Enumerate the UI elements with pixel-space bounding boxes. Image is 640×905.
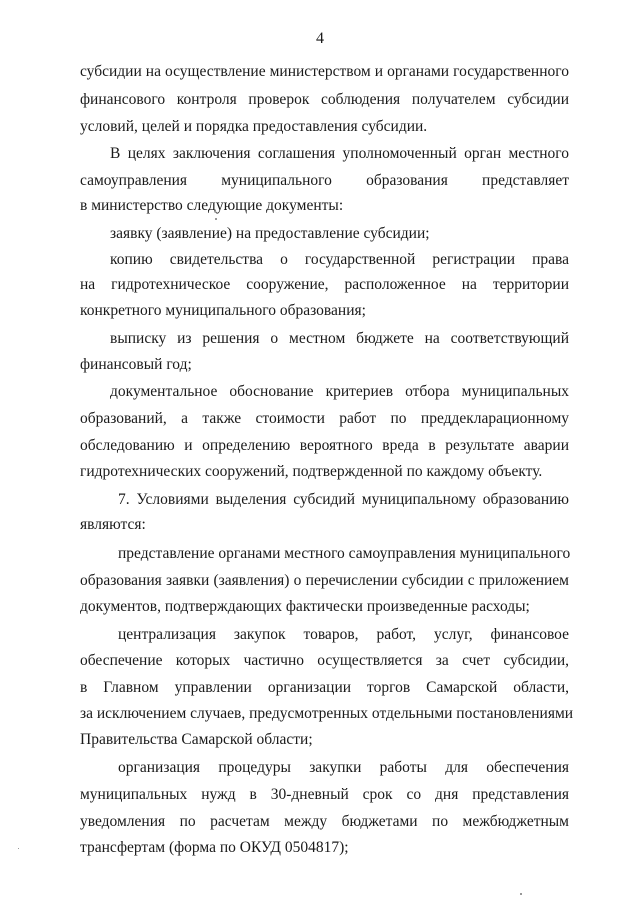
text-line: в министерство следующие документы: (80, 197, 344, 214)
text-line: финансового контроля проверок соблюдения получателем субсидии (80, 91, 569, 108)
text-line: копию свидетельства о государственной регистрации права (110, 251, 569, 268)
text-line: централизация закупок товаров, работ, услуг, финансовое (118, 626, 569, 643)
text-line: образований, а также стоимости работ по преддекларационному (80, 410, 569, 427)
text-line: на гидротехническое сооружение, расположенное на территории (80, 276, 569, 293)
text-line: документальное обоснование критериев отбора муниципальных (110, 383, 569, 400)
text-line: представление органами местного самоуправления муниципального (118, 545, 571, 562)
text-line: организация процедуры закупки работы для обеспечения (118, 759, 569, 776)
text-line: обеспечение которых частично осуществляется за счет субсидии, (80, 652, 569, 669)
text-line: условий, целей и порядка предоставления субсидии. (80, 118, 428, 135)
text-line: обследованию и определению вероятного вреда в результате аварии (80, 437, 569, 454)
text-line: уведомления по расчетам между бюджетами по межбюджетным (80, 813, 569, 830)
text-line: являются: (80, 516, 146, 533)
text-line: субсидии на осуществление министерством и органами государственного (80, 63, 569, 80)
text-line: за исключением случаев, предусмотренных отдельными постановлениями (80, 705, 574, 722)
text-line: выписку из решения о местном бюджете на соответствующий (110, 330, 569, 347)
text-line: В целях заключения соглашения уполномоченный орган местного (110, 145, 569, 162)
scan-speck (520, 893, 522, 895)
page-number: 4 (316, 30, 324, 47)
scan-speck (18, 848, 19, 849)
text-line: в Главном управлении организации торгов Самарской области, (80, 679, 569, 696)
text-line: конкретного муниципального образования; (80, 302, 366, 319)
scan-speck (215, 218, 217, 220)
text-line: муниципальных нужд в 30-дневный срок со дня представления (80, 786, 569, 803)
text-line: документов, подтверждающих фактически произведенные расходы; (80, 598, 530, 615)
text-line: Правительства Самарской области; (80, 731, 313, 748)
text-line: образования заявки (заявления) о перечислении субсидии с приложением (80, 572, 569, 589)
text-line: финансовый год; (80, 356, 192, 373)
text-line: заявку (заявление) на предоставление субсидии; (110, 225, 430, 242)
text-line: трансфертам (форма по ОКУД 0504817); (80, 839, 349, 856)
text-line: гидротехнических сооружений, подтвержденной по каждому объекту. (80, 463, 543, 480)
text-line: самоуправления муниципального образования представляет (80, 172, 569, 189)
text-line: 7. Условиями выделения субсидий муниципальному образованию (118, 491, 569, 508)
